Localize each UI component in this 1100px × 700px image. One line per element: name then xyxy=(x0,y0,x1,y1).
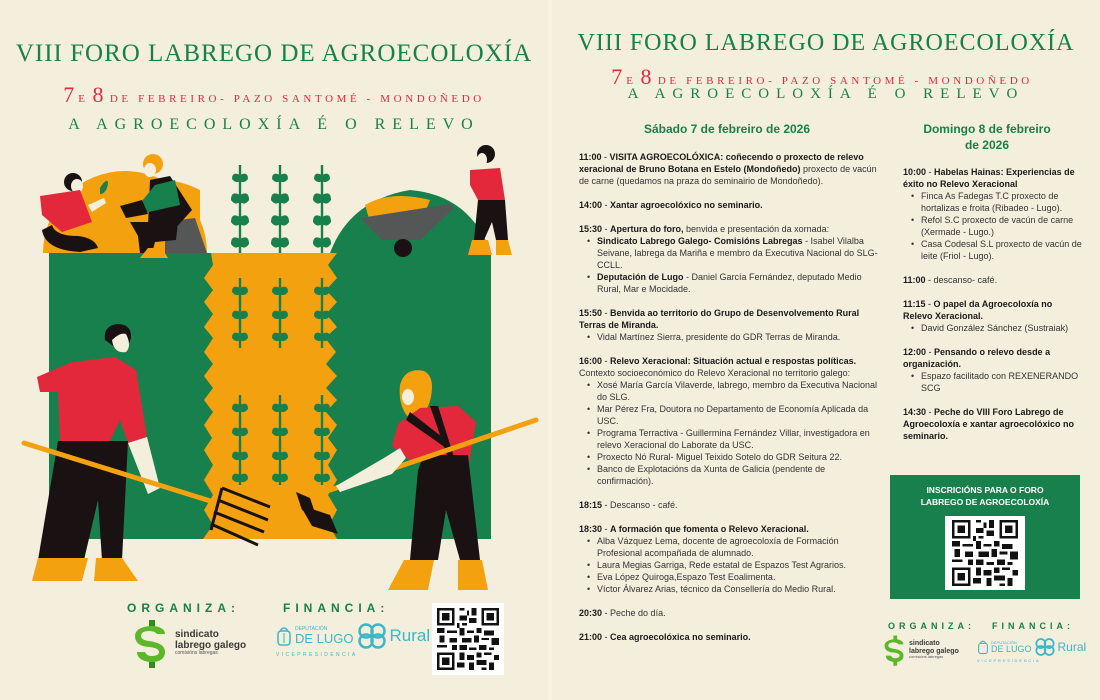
deputacion-lugo-logo: DEPUTACIÓN DE LUGO Rural VICEPRESIDENCIA xyxy=(276,623,430,658)
speaker-item: • Laura Megias Garriga, Rede estatal de Espazos Test Agrarios. xyxy=(587,559,884,571)
financia-label: FINANCIA: xyxy=(283,601,390,615)
schedule-title: O papel da Agroecoloxía no Relevo Xeracional. xyxy=(903,299,1053,321)
schedule-time: 15:50 xyxy=(579,308,603,318)
schedule-time: 11:15 xyxy=(903,299,926,309)
schedule-title: VISITA AGROECOLÓXICA: coñecendo o proxecto de relevo xeracional de Bruno Botana en Estelo (Mondoñedo) xyxy=(579,152,864,174)
schedule-title: Habelas Hainas: Experiencias de éxito no Relevo Xeracional xyxy=(903,167,1075,189)
speaker-item: • Eva López Quiroga,Espazo Test Eoalimenta. xyxy=(587,571,884,583)
farmers-illustration xyxy=(0,140,548,600)
schedule-title: Relevo Xeracional: Situación actual e respostas políticas. xyxy=(610,356,857,366)
schedule-time: 21:00 xyxy=(579,632,603,642)
coat-of-arms-icon xyxy=(977,639,989,655)
schedule-title: Peche do día. xyxy=(610,608,666,618)
organiza-label: ORGANIZA: xyxy=(127,601,240,615)
schedule-item: 16:00 - Relevo Xeracional: Situación actual e respostas políticas. Contexto socioeconómico do Relevo Xeracional no territorio galego: • Xosé María García Vilaverde, labrego, membro da Executiva Nacional do SLG. • Mar Pérez Fra, Doutora no Departamento de Economía Aplicada da USC. • Programa Terractiva - Guillermina Fernández Villar, investigadora en relevo Xeracional do Laborate da USC. • Proxecto Nó Rural- Miguel Teixido Sotelo do GDR Seitura 22. • Banco de Explotacións da Xunta de Galicia (pendente de confirmación). xyxy=(579,355,884,487)
poster-subtitle: A AGROECOLOXÍA É O RELEVO xyxy=(68,116,480,133)
schedule-title: Pensando o relevo desde a organización. xyxy=(903,347,1051,369)
qr-code-icon xyxy=(949,520,1021,586)
coat-of-arms-icon xyxy=(276,625,292,647)
schedule-item: 11:15 - O papel da Agroecoloxía no Relevo Xeracional. • David González Sánchez (Sustraiak) xyxy=(903,298,1083,334)
schedule-item: 14:30 - Peche do VIII Foro Labrego de Agroecoloxía e xantar agroecolóxico no seminario. xyxy=(903,407,1075,441)
speaker-item: • Proxecto Nó Rural- Miguel Teixido Sotelo do GDR Seitura 22. xyxy=(587,451,884,463)
schedule-description: proxecto de vacún de carne (quedamos na praza do seminairio de Mondoñedo). xyxy=(579,164,877,186)
schedule-title: Descanso - café. xyxy=(610,500,678,510)
schedule-time: 11:00 xyxy=(903,275,926,285)
schedule-time: 15:30 xyxy=(579,224,603,234)
speaker-item: • Alba Vázquez Lema, docente de agroecoloxía de Formación Profesional acompañada de alumnado. xyxy=(587,535,884,559)
schedule-item: 14:00 - Xantar agroecolóxico no seminario. xyxy=(579,200,763,210)
speaker-item: • Sindicato Labrego Galego- Comisións Labregas - Isabel Vilalba Seivane, labrega da Mariña e membro da Executiva Nacional do SLG-CCLL. xyxy=(587,235,884,271)
speaker-item: • Víctor Álvarez Arias, técnico da Consellería do Medio Rural. xyxy=(587,583,884,595)
schedule-time: 18:15 xyxy=(579,500,603,510)
schedule-time: 18:30 xyxy=(579,524,603,534)
speaker-item: • Casa Codesal S.L proxecto de vacún de leite (Friol - Lugo). xyxy=(911,238,1083,262)
slg-logo: sindicato labrego galego comisións labregas xyxy=(131,618,246,668)
schedule-time: 14:00 xyxy=(579,200,603,210)
schedule-time: 14:30 xyxy=(903,407,927,417)
program-title: VIII FORO LABREGO DE AGROECOLOXÍA xyxy=(577,30,1075,56)
rural-rings-icon xyxy=(357,623,387,649)
speaker-item: • Mar Pérez Fra, Doutora no Departamento de Economía Aplicada da USC. xyxy=(587,403,884,427)
speaker-item: • Programa Terractiva - Guillermina Fernández Villar, investigadora en relevo Xeracional do Laborate da USC. xyxy=(587,427,884,451)
saturday-schedule xyxy=(579,151,884,655)
schedule-item: 15:50 - Benvida ao territorio do Grupo de Desenvolvemento Rural Terras de Miranda. • Vidal Martínez Sierra, presidente do GDR Terras de Miranda. xyxy=(579,307,884,343)
sunday-schedule xyxy=(903,166,1083,454)
qr-code[interactable] xyxy=(432,603,504,675)
speaker-item: • Finca As Fadegas T.C proxecto de hortalizas e froita (Ribadeo - Lugo). xyxy=(911,190,1083,214)
schedule-item: 18:30 - A formación que fomenta o Relevo Xeracional. • Alba Vázquez Lema, docente de agroecoloxía de Formación Profesional acompañada de alumnado. • Laura Megias Garriga, Rede estatal de Espazos Test Agrarios. • Eva López Quiroga,Espazo Test Eoalimenta. • Víctor Álvarez Arias, técnico da Consellería do Medio Rural. xyxy=(579,523,884,595)
slg-symbol-icon xyxy=(131,618,169,668)
speaker-item: • Vidal Martínez Sierra, presidente do GDR Terras de Miranda. xyxy=(587,331,884,343)
speaker-item: • Espazo facilitado con REXENERANDO SCG xyxy=(911,370,1083,394)
schedule-title: Cea agroecolóxica no seminario. xyxy=(610,632,751,642)
schedule-item: 11:00 - VISITA AGROECOLÓXICA: coñecendo o proxecto de relevo xeracional de Bruno Botana en Estelo (Mondoñedo) proxecto de vacún de carne (quedamos na praza do seminairio de Mondoñedo). xyxy=(579,152,877,186)
speaker-item: • David González Sánchez (Sustraiak) xyxy=(911,322,1083,334)
schedule-item: 11:00 - descanso- café. xyxy=(903,275,998,285)
speaker-item: • Deputación de Lugo - Daniel García Fernández, deputado Medio Rural, Mar e Mocidade. xyxy=(587,271,884,295)
poster-title: VIII FORO LABREGO DE AGROECOLOXÍA xyxy=(15,40,533,67)
schedule-title: Xantar agroecolóxico no seminario. xyxy=(610,200,763,210)
schedule-description: Contexto socioeconómico do Relevo Xeracional no territorio galego: xyxy=(579,368,851,378)
financia-label: FINANCIA: xyxy=(992,621,1074,631)
speaker-item: • Xosé María García Vilaverde, labrego, membro da Executiva Nacional do SLG. xyxy=(587,379,884,403)
schedule-time: 11:00 xyxy=(579,152,602,162)
schedule-item: 12:00 - Pensando o relevo desde a organización. • Espazo facilitado con REXENERANDO SCG xyxy=(903,346,1083,394)
schedule-item: 21:00 - Cea agroecolóxica no seminario. xyxy=(579,632,751,642)
program-subtitle: A AGROECOLOXÍA É O RELEVO xyxy=(627,86,1025,102)
schedule-time: 12:00 xyxy=(903,347,927,357)
program-panel xyxy=(552,0,1100,700)
speaker-item: • Refol S.C proxecto de vacún de carne (Xermade - Lugo.) xyxy=(911,214,1083,238)
schedule-time: 20:30 xyxy=(579,608,603,618)
slg-logo: sindicato labrego galego comisións labregas xyxy=(882,633,959,667)
qr-code-icon xyxy=(437,608,499,670)
schedule-time: 16:00 xyxy=(579,356,603,366)
saturday-heading: Sábado 7 de febreiro de 2026 xyxy=(643,122,811,136)
schedule-title: Apertura do foro, xyxy=(610,224,684,234)
sunday-heading: Domingo 8 de febreiro de 2026 xyxy=(923,122,1051,153)
schedule-title: A formación que fomenta o Relevo Xeracional. xyxy=(610,524,809,534)
poster-date: 7 E 8 DE FEBREIRO- PAZO SANTOMÉ - MONDOÑEDO xyxy=(63,82,485,107)
speaker-item: • Banco de Explotacións da Xunta de Galicia (pendente de confirmación). xyxy=(587,463,884,487)
schedule-title: descanso- café. xyxy=(933,275,998,285)
deputacion-lugo-logo: DEPUTACIÓN DE LUGO Rural VICEPRESIDENCIA xyxy=(977,639,1087,663)
program-date: 7 E 8 DE FEBREIRO- PAZO SANTOMÉ - MONDOÑEDO xyxy=(611,64,1033,89)
schedule-item: 18:15 - Descanso - café. xyxy=(579,500,678,510)
registration-qr-code[interactable] xyxy=(945,516,1025,590)
schedule-item: 20:30 - Peche do día. xyxy=(579,608,666,618)
schedule-description: benvida e presentación da xornada: xyxy=(686,224,830,234)
schedule-title: Peche do VIII Foro Labrego de Agroecoloxía e xantar agroecolóxico no seminario. xyxy=(903,407,1075,441)
rural-rings-icon xyxy=(1034,638,1056,656)
schedule-item: 10:00 - Habelas Hainas: Experiencias de éxito no Relevo Xeracional • Finca As Fadegas T.C proxecto de hortalizas e froita (Ribadeo - Lugo). • Refol S.C proxecto de vacún de carne (Xermade - Lugo.) • Casa Codesal S.L proxecto de vacún de leite (Friol - Lugo). xyxy=(903,166,1083,262)
slg-symbol-icon xyxy=(882,633,906,667)
schedule-title: Benvida ao territorio do Grupo de Desenvolvemento Rural Terras de Miranda. xyxy=(579,308,860,330)
registration-box: INSCRICIÓNS PARA O FORO LABREGO DE AGROECOLOXÍA xyxy=(890,475,1080,599)
schedule-item: 15:30 - Apertura do foro, benvida e presentación da xornada: • Sindicato Labrego Galego- Comisións Labregas - Isabel Vilalba Seivane, labrega da Mariña e membro da Executiva Nacional do SLG-CCLL. • Deputación de Lugo - Daniel García Fernández, deputado Medio Rural, Mar e Mocidade. xyxy=(579,223,884,295)
schedule-time: 10:00 xyxy=(903,167,927,177)
organiza-label: ORGANIZA: xyxy=(888,621,975,631)
poster-panel xyxy=(0,0,548,700)
